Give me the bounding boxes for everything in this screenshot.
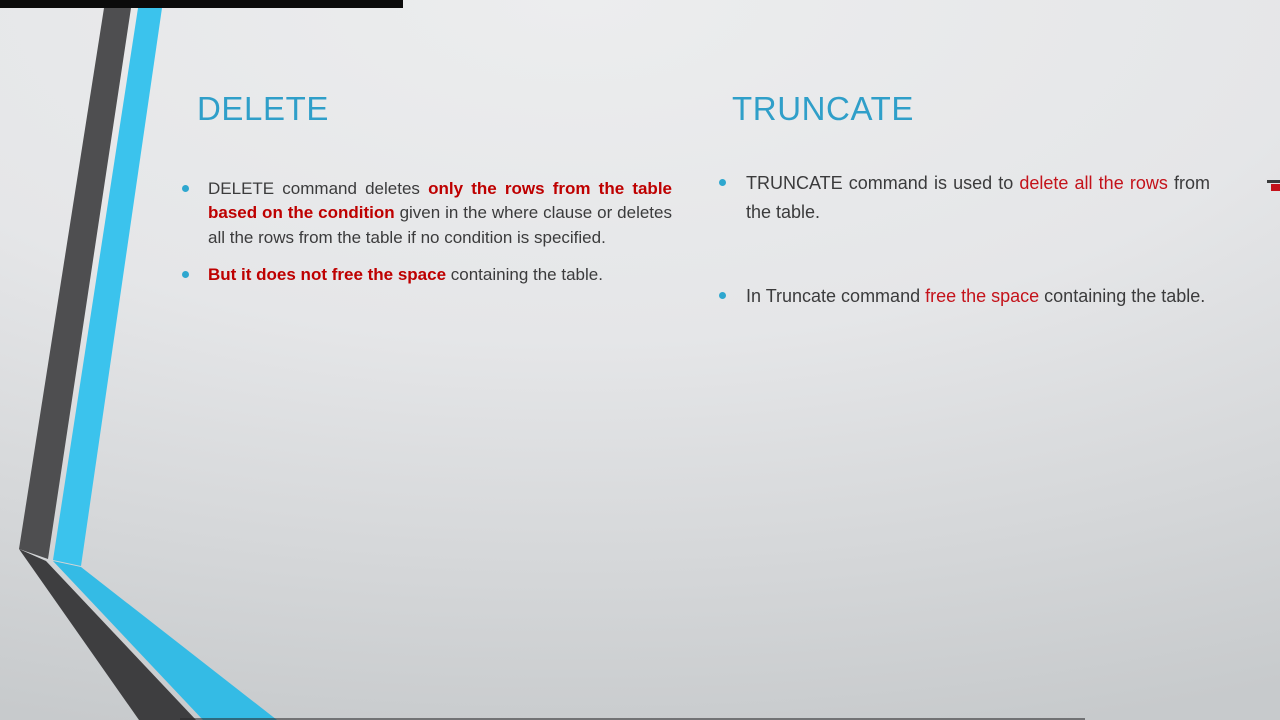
text-segment-normal: from the table. — [746, 173, 1210, 222]
text-segment-normal: given in the where clause or deletes all the rows from the table if no condition is specified. — [208, 203, 672, 247]
clipped-red-mark — [1271, 184, 1280, 191]
dark-ribbon-bottom-segment — [19, 549, 196, 720]
truncate-bullet-list — [746, 169, 1210, 311]
bullet-dot-icon — [719, 179, 726, 186]
text-segment-normal: containing the table. — [1039, 286, 1206, 307]
text-segment-normal: containing the table. — [446, 265, 603, 285]
bullet-item — [746, 169, 1210, 226]
text-segment-red-bold: But it does not free the space — [208, 265, 447, 285]
clipped-text-fragment — [1267, 179, 1280, 193]
text-segment-normal: DELETE command deletes — [208, 179, 429, 198]
text-segment-normal: TRUNCATE command is used to — [746, 173, 1020, 193]
text-segment-red-bold: only the rows from the table based on the condition — [208, 179, 672, 223]
delete-heading: DELETE — [197, 90, 329, 127]
bullet-dot-icon — [182, 185, 189, 192]
clipped-dark-mark — [1267, 180, 1280, 183]
bullet-item — [208, 263, 672, 287]
text-segment-red: delete all the rows — [1019, 173, 1168, 193]
bullet-item — [746, 282, 1210, 311]
letterbox-bar-top — [0, 0, 403, 8]
truncate-heading: TRUNCATE — [732, 90, 915, 127]
text-segment-red: free the space — [925, 286, 1040, 307]
text-segment-normal: In Truncate command — [746, 286, 926, 307]
delete-bullet-list — [208, 177, 672, 288]
bullet-item — [208, 177, 672, 250]
